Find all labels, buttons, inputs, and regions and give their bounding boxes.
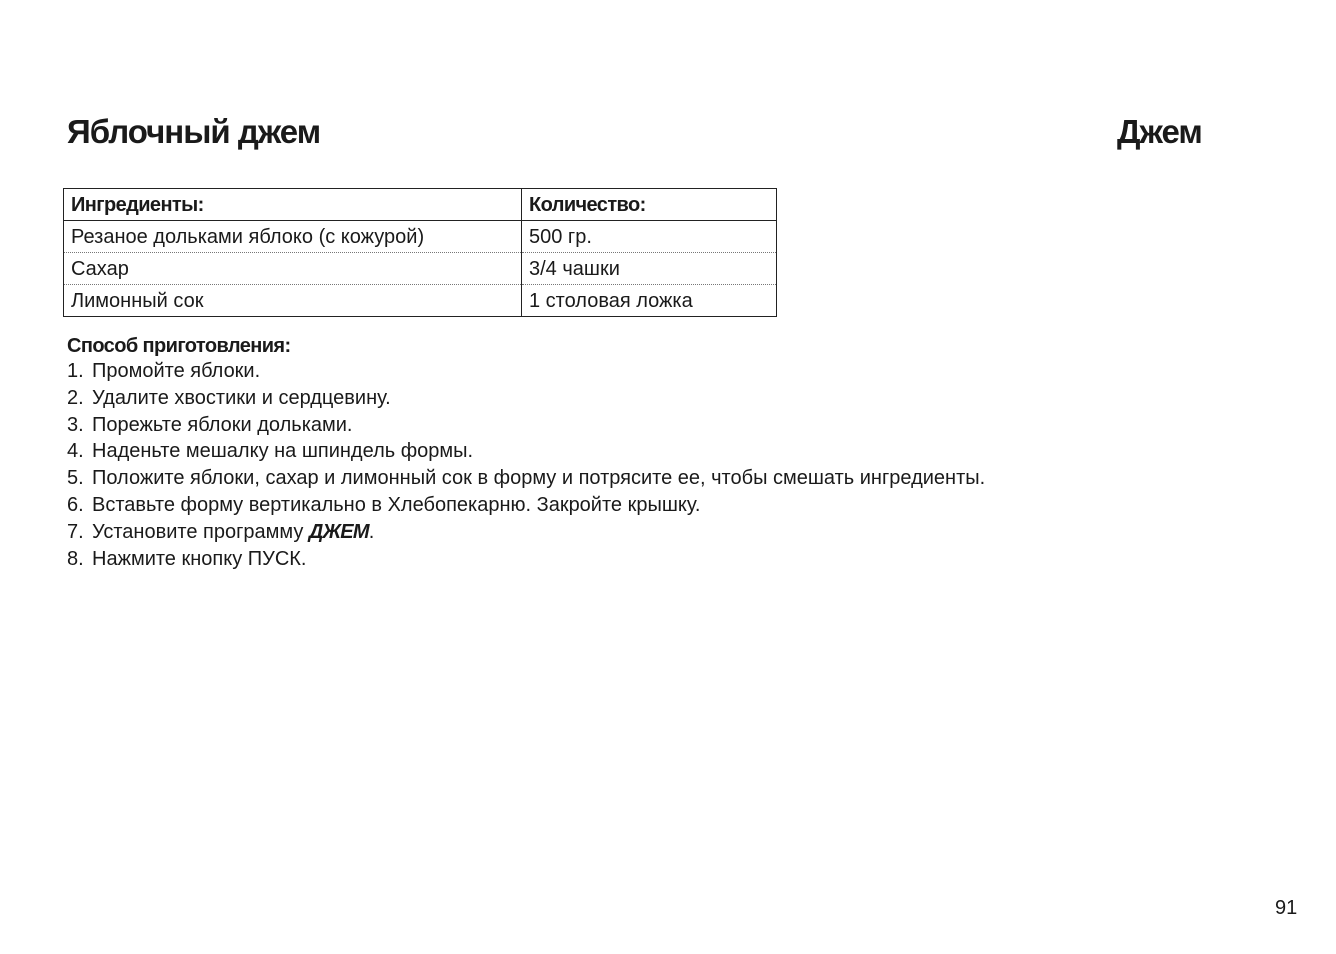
step-number: 7. (67, 520, 84, 543)
list-item (67, 546, 1027, 573)
method-steps-list (67, 358, 1027, 572)
list-item (67, 412, 1027, 439)
table-row (64, 221, 777, 253)
quantity-header: Количество: (522, 189, 777, 221)
step-number: 1. (67, 360, 84, 382)
ingredient-name: Сахар (64, 253, 522, 285)
step-text: Установите программу (92, 520, 309, 543)
step-number: 2. (67, 386, 84, 409)
list-item (67, 438, 1027, 465)
list-item (67, 519, 1027, 546)
page-number: 91 (1275, 897, 1298, 919)
ingredient-quantity: 500 гр. (522, 221, 777, 253)
table-row (64, 253, 777, 285)
table-row (64, 285, 777, 317)
method-heading: Способ приготовления: (67, 335, 291, 357)
step-text: Наденьте мешалку на шпиндель формы. (92, 440, 474, 463)
step-number: 8. (67, 547, 84, 570)
step-text: Порежьте яблоки дольками. (92, 413, 353, 436)
step-text: Удалите хвостики и сердцевину. (92, 386, 391, 409)
step-text: Нажмите кнопку ПУСК. (92, 547, 307, 570)
step-suffix: . (368, 520, 375, 543)
ingredients-table (63, 188, 777, 317)
step-text: Положите яблоки, сахар и лимонный сок в форму и потрясите ее, чтобы смешать ингредиенты. (92, 467, 986, 490)
table-header-row (64, 189, 777, 221)
ingredient-name: Лимонный сок (64, 285, 522, 317)
step-number: 5. (67, 467, 84, 490)
step-number: 6. (67, 493, 84, 516)
list-item (67, 492, 1027, 519)
step-number: 4. (67, 440, 84, 463)
step-text: Вставьте форму вертикально в Хлебопекарню. Закройте крышку. (92, 493, 701, 516)
ingredient-name: Резаное дольками яблоко (с кожурой) (64, 221, 522, 253)
ingredient-quantity: 1 столовая ложка (529, 289, 693, 312)
ingredients-header: Ингредиенты: (64, 189, 522, 221)
program-name: ДЖЕМ (308, 520, 369, 543)
list-item (67, 385, 1027, 412)
recipe-title: Яблочный джем (67, 113, 321, 150)
list-item (67, 358, 1027, 385)
step-number: 3. (67, 413, 84, 436)
list-item (67, 465, 1027, 492)
step-text: Промойте яблоки. (92, 360, 261, 382)
section-title: Джем (1117, 113, 1202, 150)
ingredient-quantity: 3/4 чашки (522, 253, 777, 285)
